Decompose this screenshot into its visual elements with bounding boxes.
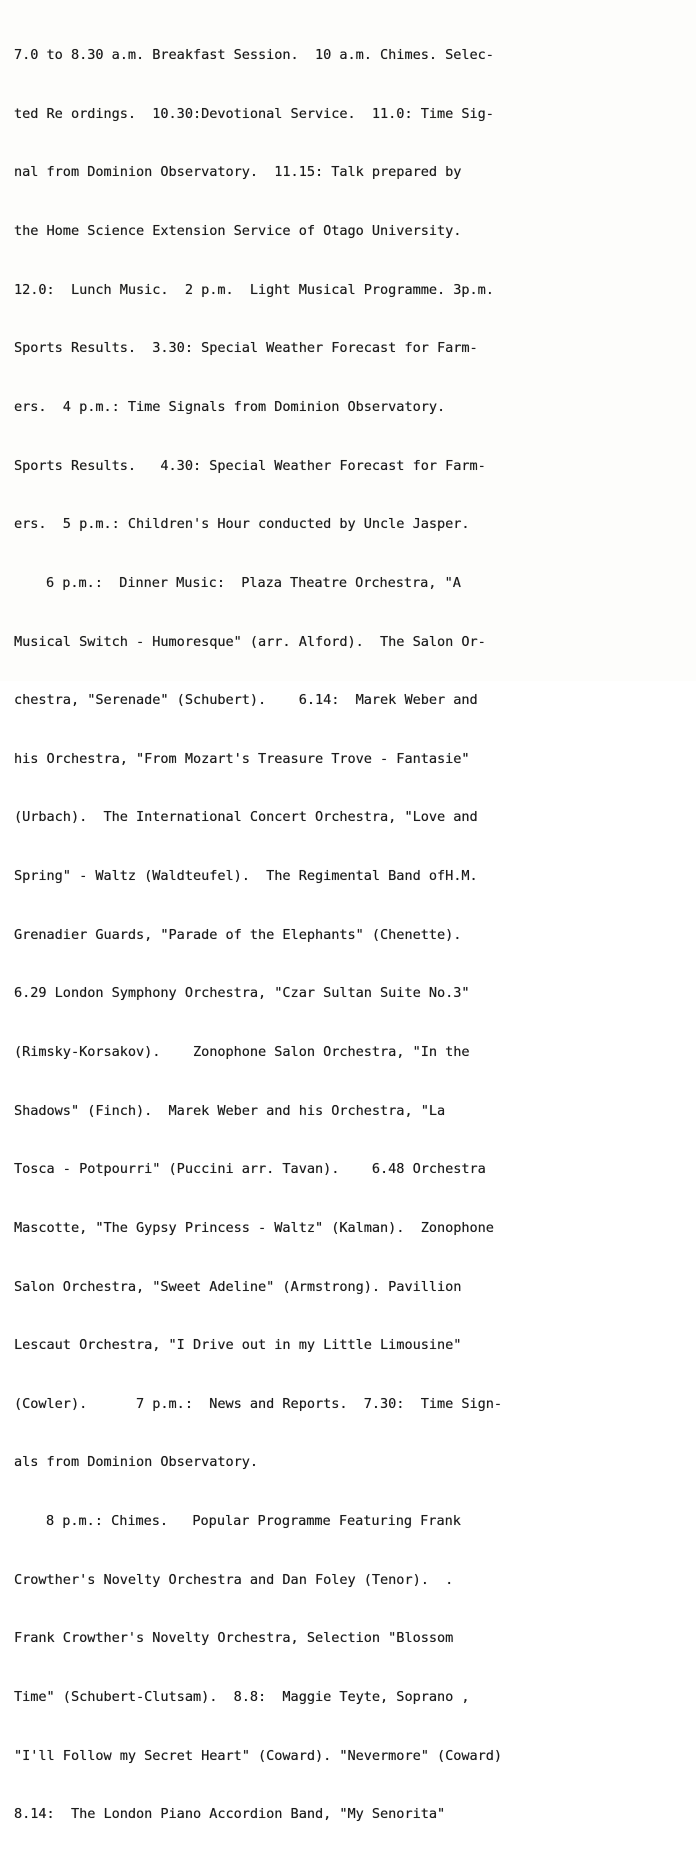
text-line: 6 p.m.: Dinner Music: Plaza Theatre Orchestra, "A [46, 574, 461, 591]
text-line: 6.29 London Symphony Orchestra, "Czar Sultan Suite No.3" [14, 985, 470, 1002]
text-line: als from Dominion Observatory. [14, 1454, 259, 1471]
text-line: 7.0 to 8.30 a.m. Breakfast Session. 10 a.m. Chimes. Selec- [14, 47, 494, 64]
text-line: (Cowler). 7 p.m.: News and Reports. 7.30: Time Sign- [14, 1395, 503, 1412]
text-line: Musical Switch - Humoresque" (arr. Alford). The Salon Or- [14, 633, 486, 650]
text-line: Frank Crowther's Novelty Orchestra, Selection "Blossom [14, 1630, 454, 1647]
text-line: ers. 5 p.m.: Children's Hour conducted by Uncle Jasper. [14, 516, 470, 533]
text-line: "I'll Follow my Secret Heart" (Coward). "Nevermore" (Coward) [14, 1747, 503, 1764]
text-line: Grenadier Guards, "Parade of the Elephants" (Chenette). [14, 926, 462, 943]
text-line: ted Re ordings. 10.30:Devotional Service. 11.0: Time Sig- [14, 105, 494, 122]
text-line: Time" (Schubert-Clutsam). 8.8: Maggie Teyte, Soprano , [14, 1689, 470, 1706]
text-line: (Rimsky-Korsakov). Zonophone Salon Orchestra, "In the [14, 1043, 470, 1060]
text-line: the Home Science Extension Service of Otago University. [14, 223, 462, 240]
text-line: Salon Orchestra, "Sweet Adeline" (Armstrong). Pavillion [14, 1278, 462, 1295]
text-line: Lescaut Orchestra, "I Drive out in my Little Limousine" [14, 1337, 462, 1354]
text-line: Crowther's Novelty Orchestra and Dan Foley (Tenor). . [14, 1571, 454, 1588]
text-line: Spring" - Waltz (Waldteufel). The Regimental Band ofH.M. [14, 868, 478, 885]
text-line: Sports Results. 4.30: Special Weather Forecast for Farm- [14, 457, 486, 474]
text-line: chestra, "Serenade" (Schubert). 6.14: Marek Weber and [14, 692, 478, 709]
text-line: 8 p.m.: Chimes. Popular Programme Featuring Frank [46, 1513, 461, 1530]
text-line: Tosca - Potpourri" (Puccini arr. Tavan). 6.48 Orchestra [14, 1161, 486, 1178]
text-line: his Orchestra, "From Mozart's Treasure Trove - Fantasie" [14, 750, 470, 767]
text-line: 12.0: Lunch Music. 2 p.m. Light Musical Programme. 3p.m. [14, 281, 494, 298]
typescript-text-block [14, 7, 690, 1864]
text-line: nal from Dominion Observatory. 11.15: Talk prepared by [14, 164, 462, 181]
text-line: (Urbach). The International Concert Orchestra, "Love and [14, 809, 478, 826]
text-line: ers. 4 p.m.: Time Signals from Dominion Observatory. [14, 398, 446, 415]
text-line: Sports Results. 3.30: Special Weather Forecast for Farm- [14, 340, 478, 357]
text-line: Mascotte, "The Gypsy Princess - Waltz" (Kalman). Zonophone [14, 1219, 494, 1236]
text-line: 8.14: The London Piano Accordion Band, "My Senorita" [14, 1806, 446, 1823]
text-line: Shadows" (Finch). Marek Weber and his Orchestra, "La [14, 1102, 446, 1119]
